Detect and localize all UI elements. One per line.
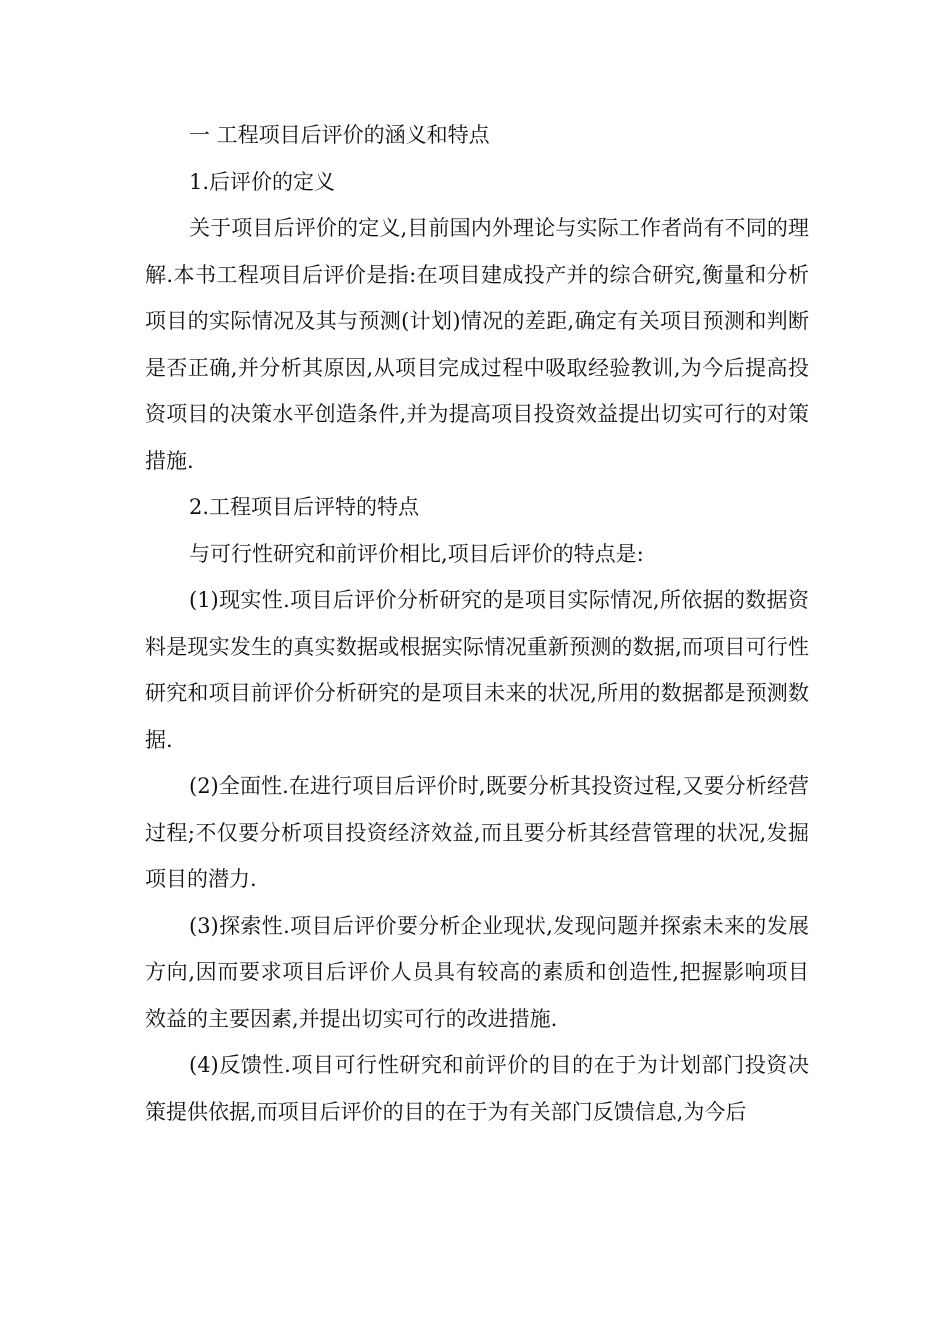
- paragraph-feature-comprehensive: (2)全面性.在进行项目后评价时,既要分析其投资过程,又要分析经营过程;不仅要分析项目投资经济效益,而且要分析其经营管理的状况,发掘项目的潜力.: [145, 774, 809, 891]
- paragraph-feature-reality: (1)现实性.项目后评价分析研究的是项目实际情况,所依据的数据资料是现实发生的真实数据或根据实际情况重新预测的数据,而项目可行性研究和项目前评价分析研究的是项目未来的状况,所用的数据都是预测数据.: [145, 588, 809, 752]
- paragraph-definition: 关于项目后评价的定义,目前国内外理论与实际工作者尚有不同的理解.本书工程项目后评价是指:在项目建成投产并的综合研究,衡量和分析项目的实际情况及其与预测(计划)情况的差距,确定有关项目预测和判断是否正确,并分析其原因,从项目完成过程中吸取经验教训,为今后提高投资项目的决策水平创造条件,并为提高项目投资效益提出切实可行的对策措施.: [145, 216, 809, 473]
- document-body: [145, 112, 809, 1135]
- paragraph-feature-feedback: (4)反馈性.项目可行性研究和前评价的目的在于为计划部门投资决策提供依据,而项目后评价的目的在于为有关部门反馈信息,为今后: [145, 1053, 809, 1124]
- paragraph-features-intro: 与可行性研究和前评价相比,项目后评价的特点是:: [189, 541, 644, 566]
- subsection-heading-features: 2.工程项目后评特的特点: [189, 495, 420, 519]
- subsection-heading-definition: 1.后评价的定义: [189, 169, 336, 194]
- section-heading: 一 工程项目后评价的涵义和特点: [189, 123, 490, 147]
- paragraph-feature-exploratory: (3)探索性.项目后评价要分析企业现状,发现问题并探索未来的发展方向,因而要求项目后评价人员具有较高的素质和创造性,把握影响项目效益的主要因素,并提出切实可行的改进措施.: [145, 913, 809, 1031]
